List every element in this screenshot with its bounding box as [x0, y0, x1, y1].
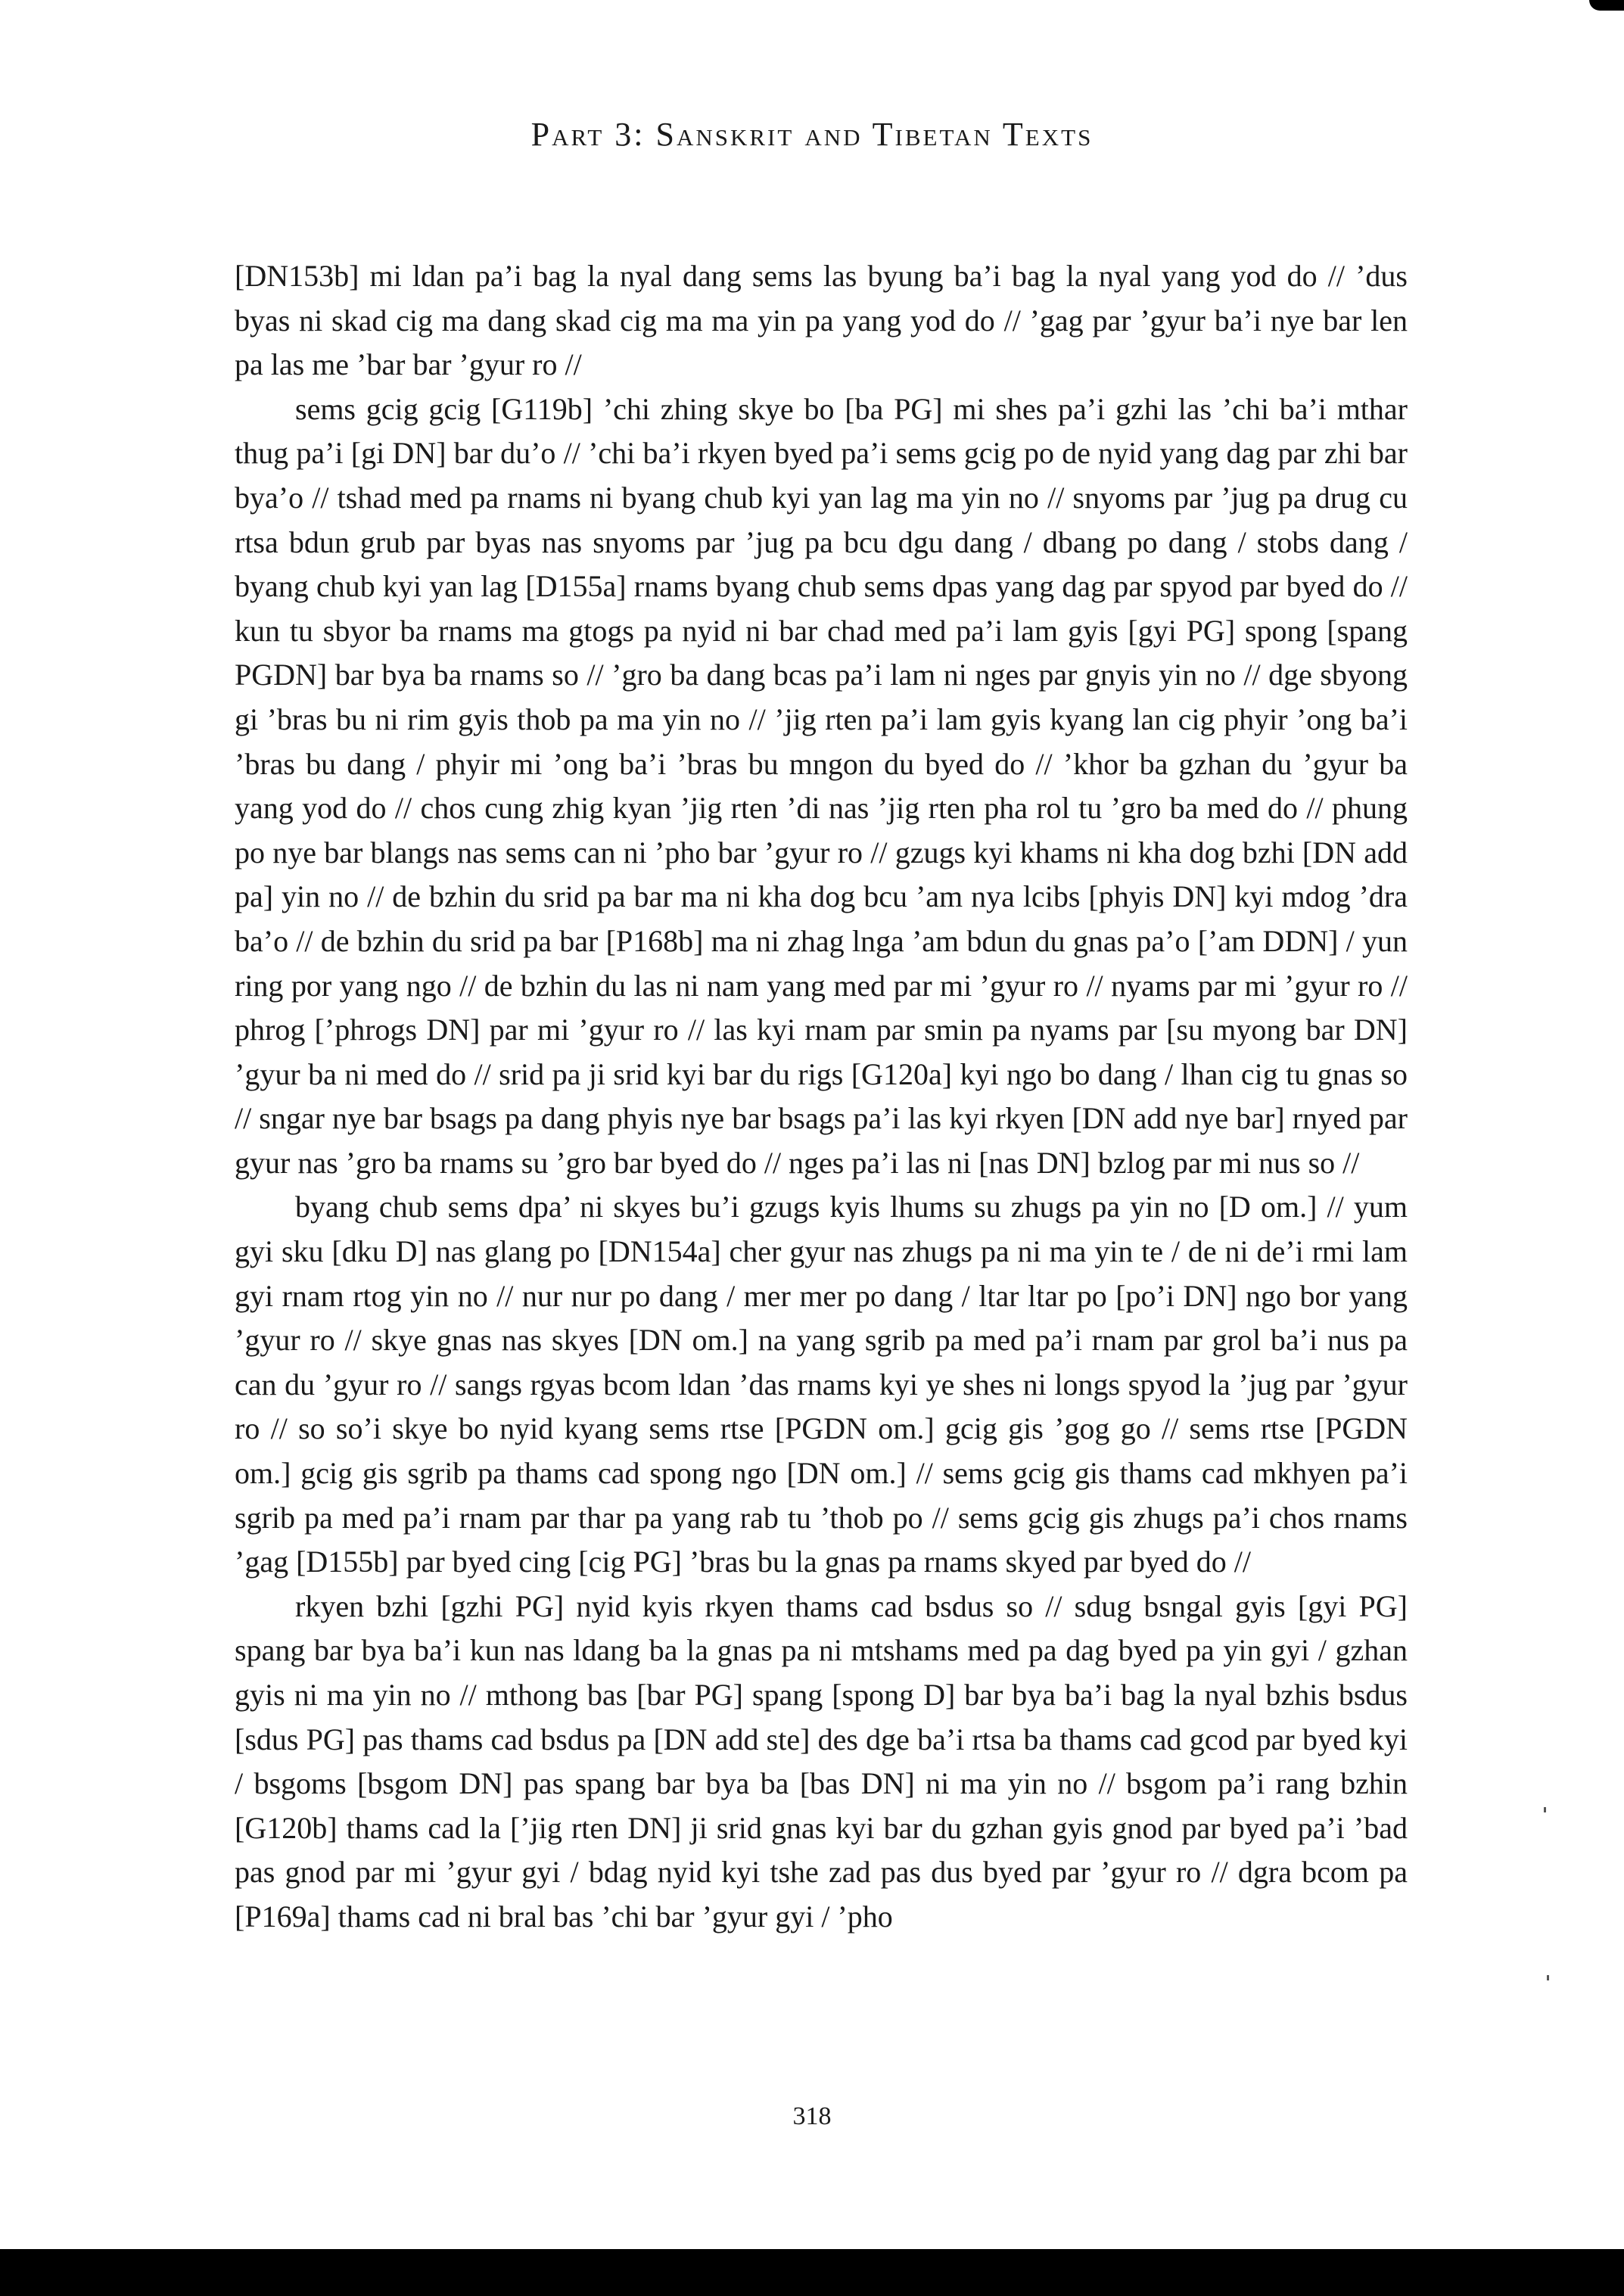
scan-bottom-edge: [0, 2249, 1624, 2296]
scan-speck: [1547, 1975, 1549, 1980]
paragraph-continued: [DN153b] mi ldan pa’i bag la nyal dang sems las byung ba’i bag la nyal yang yod do // ’dus byas ni skad cig ma dang skad cig ma ma yin pa yang yod do // ’gag par ’gyur ba’i nye bar len pa las me ’bar bar ’gyur ro //: [235, 259, 1408, 382]
paragraph: rkyen bzhi [gzhi PG] nyid kyis rkyen thams cad bsdus so // sdug bsngal gyis [gyi PG] spang bar bya ba’i kun nas ldang ba la gnas pa ni mtshams med pa dag byed pa yin gyi / gzhan gyis ni ma yin no // mthong bas [bar PG] spang [spong D] bar bya ba’i bag la nyal bzhis bsdus [sdus PG] pas thams cad bsdus pa [DN add ste] des dge ba’i rtsa ba thams cad gcod par byed kyi / bsgoms [bsgom DN] pas spang bar bya ba [bas DN] ni ma yin no // bsgom pa’i rang bzhin [G120b] thams cad la [’jig rten DN] ji srid gnas kyi bar du gzhan gyis gnod par byed pa’i ’bad pas gnod par mi ’gyur gyi / bdag nyid kyi tshe zad pas dus byed par ’gyur ro // dgra bcom pa [P169a] thams cad ni bral bas ’chi bar ’gyur gyi / ’pho: [235, 1588, 1408, 1934]
scan-corner-mark: [1589, 0, 1624, 11]
paragraph: sems gcig gcig [G119b] ’chi zhing skye bo [ba PG] mi shes pa’i gzhi las ’chi ba’i mthar thug pa’i [gi DN] bar du’o // ’chi ba’i rkyen byed pa’i sems gcig po de nyid yang dag par zhi bar bya’o // tshad med pa rnams ni byang chub kyi yan lag ma yin no // snyoms par ’jug pa drug cu rtsa bdun grub par byas nas snyoms par ’jug pa bcu dgu dang / dbang po dang / stobs dang / byang chub kyi yan lag [D155a] rnams byang chub sems dpas yang dag par spyod par byed do // kun tu sbyor ba rnams ma gtogs pa nyid ni bar chad med pa’i lam gyis [gyi PG] spong [spang PGDN] bar bya ba rnams so // ’gro ba dang bcas pa’i lam ni nges par gnyis yin no // dge sbyong gi ’bras bu ni rim gyis thob pa ma yin no // ’jig rten pa’i lam gyis kyang lan cig phyir ’ong ba’i ’bras bu dang / phyir mi ’ong ba’i ’bras bu mngon du byed do // ’khor ba gzhan du ’gyur ba yang yod do // chos cung zhig kyan ’jig rten ’di nas ’jig rten pha rol tu ’gro ba med do // phung po nye bar blangs nas sems can ni ’pho bar ’gyur ro // gzugs kyi khams ni kha dog bzhi [DN add pa] yin no // de bzhin du srid pa bar ma ni kha dog bcu ’am nya lcibs [phyis DN] kyi mdog ’dra ba’o // de bzhin du srid pa bar [P168b] ma ni zhag lnga ’am bdun du gnas pa’o [’am DDN] / yun ring por yang ngo // de bzhin du las ni nam yang med par mi ’gyur ro // nyams par mi ’gyur ro // phrog [’phrogs DN] par mi ’gyur ro // las kyi rnam par smin pa nyams par [su myong bar DN] ’gyur ba ni med do // srid pa ji srid kyi bar du rigs [G120a] kyi ngo bo dang / lhan cig tu gnas so // sngar nye bar bsags pa dang phyis nye bar bsags pa’i las kyi rkyen [DN add nye bar] rnyed par gyur nas ’gro ba rnams su ’gro bar byed do // nges pa’i las ni [nas DN] bzlog par mi nus so //: [235, 391, 1408, 1180]
page-number: 318: [792, 2102, 832, 2130]
running-header: Part 3: Sanskrit and Tibetan Texts: [530, 116, 1094, 153]
paragraph: byang chub sems dpa’ ni skyes bu’i gzugs kyis lhums su zhugs pa yin no [D om.] // yum gyi sku [dku D] nas glang po [DN154a] cher gyur nas zhugs pa ni ma yin te / de ni de’i rmi lam gyi rnam rtog yin no // nur nur po dang / mer mer po dang / ltar ltar po [po’i DN] ngo bor yang ’gyur ro // skye gnas nas skyes [DN om.] na yang sgrib pa med pa’i rnam par grol ba’i nus pa can du ’gyur ro // sangs rgyas bcom ldan ’das rnams kyi ye shes ni longs spyod la ’jug par ’gyur ro // so so’i skye bo nyid kyang sems rtse [PGDN om.] gcig gis ’gog go // sems rtse [PGDN om.] gcig gis sgrib pa thams cad spong ngo [DN om.] // sems gcig gis thams cad mkhyen pa’i sgrib pa med pa’i rnam par thar pa yang rab tu ’thob po // sems gcig gis zhugs pa’i chos rnams ’gag [D155b] par byed cing [cig PG] ’bras bu la gnas pa rnams skyed par byed do //: [235, 1190, 1408, 1579]
body-text: [235, 254, 1408, 1940]
scan-speck: [1544, 1807, 1546, 1812]
